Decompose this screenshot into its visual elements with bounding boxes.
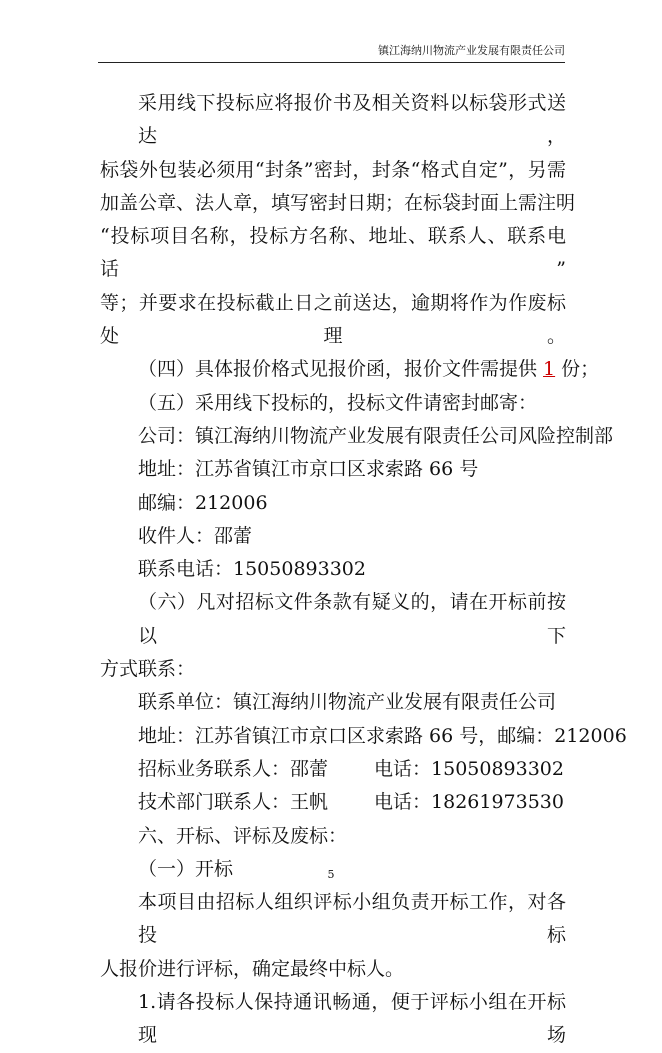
subsection-heading: （一）开标 <box>138 857 234 880</box>
recipient-line: 收件人：邵蕾 <box>138 524 253 547</box>
text-line: 人报价进行评标，确定最终中标人。 <box>100 957 405 980</box>
phone-line: 联系电话：15050893302 <box>138 558 366 581</box>
paragraph-submission <box>100 87 576 353</box>
postcode-line: 邮编：212006 <box>138 491 268 514</box>
biz-contact: 招标业务联系人：邵蕾 <box>138 757 329 780</box>
tech-contact-line <box>100 786 566 819</box>
text: （四）具体报价格式见报价函，报价文件需提供 <box>138 358 538 381</box>
header-company: 镇江海纳川物流产业发展有限责任公司 <box>378 44 565 57</box>
text-line: 1.请各投标人保持通讯畅通，便于评标小组在开标现场 <box>138 991 566 1047</box>
text-line: 标袋外包装必须用“封条”密封，封条“格式自定”，另需 <box>100 158 566 181</box>
biz-contact-line <box>100 753 566 786</box>
text-line: “投标项目名称，投标方名称、地址、联系人、联系电话” <box>100 225 566 281</box>
tech-contact: 技术部门联系人：王帆 <box>138 791 329 814</box>
text-line: 方式联系： <box>100 658 196 681</box>
tech-phone: 电话：18261973530 <box>374 791 564 814</box>
paragraph-copies <box>100 353 600 386</box>
company-line: 公司：镇江海纳川物流产业发展有限责任公司风险控制部 <box>138 424 614 447</box>
page-number: 5 <box>327 868 335 881</box>
text-line: （六）凡对招标文件条款有疑义的，请在开标前按以下 <box>138 591 566 647</box>
copies-count: 1 <box>543 358 556 381</box>
document-body <box>100 87 627 1053</box>
address-line: 地址：江苏省镇江市京口区求索路 66 号 <box>138 458 479 481</box>
paragraph-mail: （五）采用线下投标的，投标文件请密封邮寄： <box>138 391 538 414</box>
text: 份； <box>561 358 600 381</box>
text-line: 采用线下投标应将报价书及相关资料以标袋形式送达， <box>138 92 566 148</box>
text-line: 本项目由招标人组织评标小组负责开标工作，对各投标 <box>138 891 566 947</box>
biz-phone: 电话：15050893302 <box>374 757 564 780</box>
address2-line: 地址：江苏省镇江市京口区求索路 66 号，邮编：212006 <box>138 724 627 747</box>
section-heading: 六、开标、评标及废标： <box>138 824 348 847</box>
text-line: 加盖公章、法人章，填写密封日期；在标袋封面上需注明 <box>100 191 576 214</box>
text-line: 等；并要求在投标截止日之前送达，逾期将作为作废标处理。 <box>100 291 566 348</box>
page-header <box>98 44 565 63</box>
unit-line: 联系单位：镇江海纳川物流产业发展有限责任公司 <box>138 691 557 714</box>
